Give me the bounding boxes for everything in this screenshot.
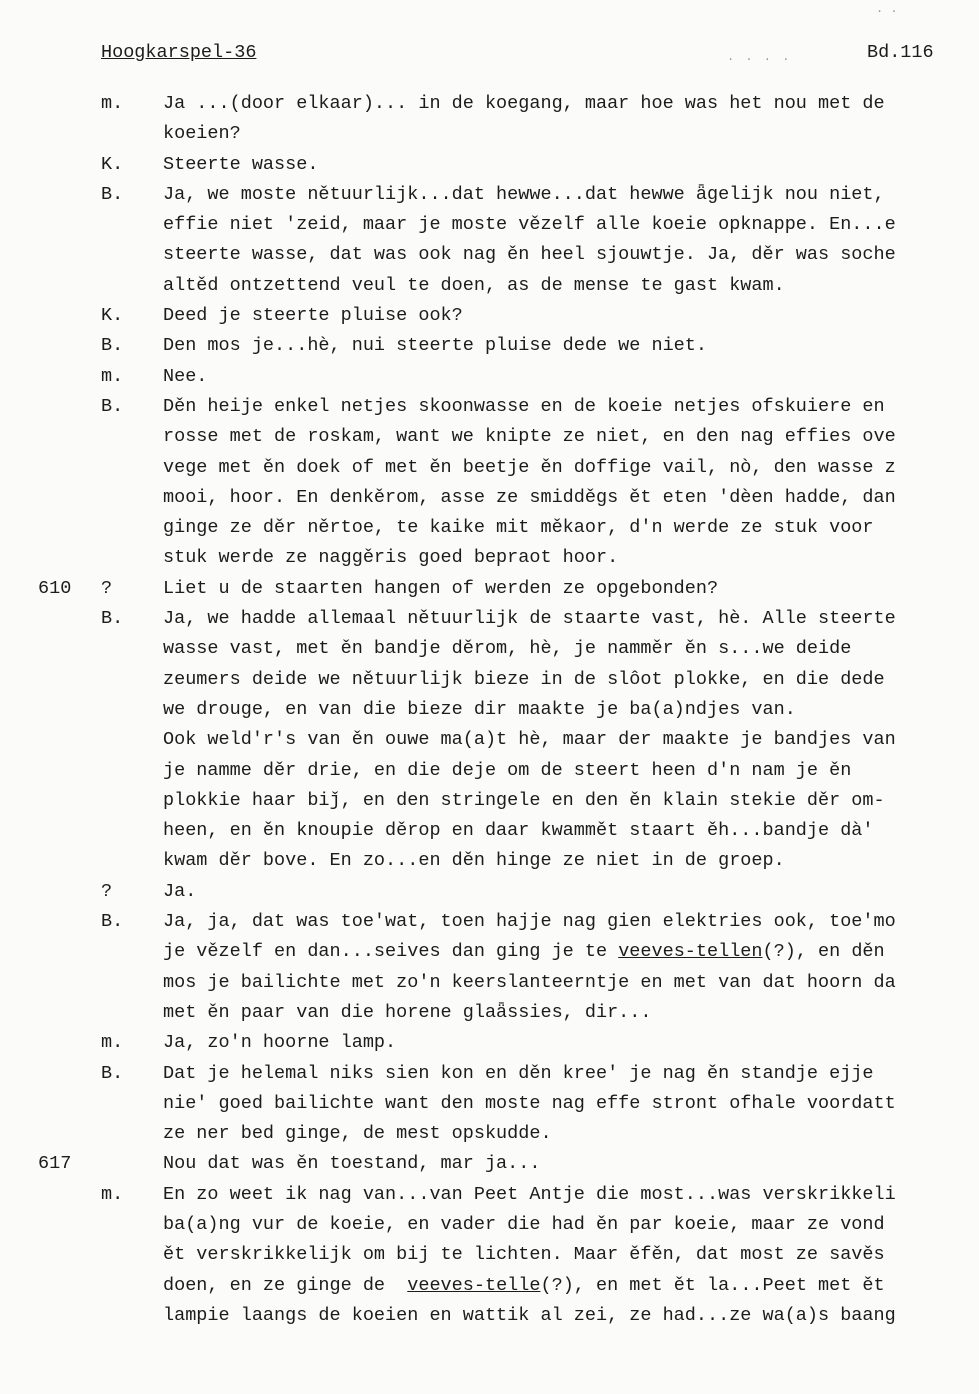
utterance-line: Liet u de staarten hangen of werden ze opgebonden? <box>163 577 719 599</box>
document-title: Hoogkarspel-36 <box>101 42 257 63</box>
utterance-line: Ja, zo'n hoorne lamp. <box>163 1032 397 1054</box>
speaker-label: B. <box>101 911 124 933</box>
utterance-line: stuk werde ze naggěris goed bepraot hoor. <box>163 547 619 569</box>
utterance-line: steerte wasse, dat was ook nag ěn heel sjouwtje. Ja, děr was soche <box>163 244 896 266</box>
transcript-entry <box>0 331 979 361</box>
utterance-line: Ja ...(door elkaar)... in de koegang, maar hoe was het nou met de <box>163 93 885 114</box>
utterance-line: heen, en ěn knoupie děrop en daar kwammět staart ěh...bandje dà' <box>163 820 874 842</box>
speaker-label: B. <box>101 608 124 630</box>
transcript-entry <box>0 180 979 301</box>
utterance-line: je namme děr drie, en die deje om de steert heen d'n nam je ěn <box>163 759 852 781</box>
header-dots: . . . . <box>727 50 792 64</box>
utterance-line: vege met ěn doek of met ěn beetje ěn doffige vail, nò, den wasse z <box>163 456 896 478</box>
speaker-label: K. <box>101 153 124 175</box>
utterance-text: (?), en met ět la...Peet met ět <box>540 1274 885 1296</box>
transcript-entry <box>0 574 979 604</box>
speaker-label: ? <box>101 880 113 902</box>
utterance-line: effie niet 'zeid, maar je moste vězelf alle koeie opknappe. En...e <box>163 214 896 236</box>
utterance-line: Ja, we moste nětuurlijk...dat hewwe...dat hewwe ǟgelijk nou niet, <box>163 183 885 205</box>
utterance-line: Ja. <box>163 880 197 902</box>
utterance-line: Nee. <box>163 365 208 387</box>
utterance-line: met ěn paar van die horene glaǟssies, dir... <box>163 1001 652 1023</box>
transcript-entry <box>0 89 979 150</box>
transcript-entry <box>0 1149 979 1179</box>
utterance-line: Dat je helemal niks sien kon en děn kree' je nag ěn standje ejje <box>163 1062 874 1084</box>
transcript-entry <box>0 604 979 877</box>
utterance-line: plokkie haar biǰ, en den stringele en den ěn klain stekie děr om- <box>163 789 885 811</box>
utterance-line: Ook weld'r's van ěn ouwe ma(a)t hè, maar der maakte je bandjes van <box>163 729 896 751</box>
utterance-line: mooi, hoor. En denkěrom, asse ze smidděgs ět eten 'dèen hadde, dan <box>163 486 896 508</box>
speaker-label: m. <box>101 365 124 387</box>
speaker-label: B. <box>101 395 124 417</box>
utterance-line: Děn heije enkel netjes skoonwasse en de koeie netjes ofskuiere en <box>163 395 885 417</box>
utterance-line: nie' goed bailichte want den moste nag effe stront ofhale voordatt <box>163 1092 896 1114</box>
transcript-entry <box>0 877 979 907</box>
transcript-entry <box>0 362 979 392</box>
utterance-text: (?), en děn <box>762 941 885 963</box>
utterance-line: ět verskrikkelijk om bij te lichten. Maar ěfěn, dat most ze savěs <box>163 1244 885 1266</box>
utterance-line: mos je bailichte met zo'n keerslanteerntje en met van dat hoorn da <box>163 971 896 993</box>
transcript-entry <box>0 1059 979 1150</box>
utterance-line: Deed je steerte pluise ook? <box>163 305 463 327</box>
utterance-line: ze ner bed ginge, de mest opskudde. <box>163 1123 552 1145</box>
speaker-label: B. <box>101 335 124 357</box>
utterance-line: rosse met de roskam, want we knipte ze niet, en den nag effies ove <box>163 426 896 448</box>
utterance-line: ginge ze děr něrtoe, te kaike mit měkaor, d'n werde ze stuk voor <box>163 517 874 539</box>
speaker-label: m. <box>101 1032 124 1054</box>
transcript-entry <box>0 150 979 180</box>
utterance-line: Ja, ja, dat was toe'wat, toen hajje nag gien elektries ook, toe'mo <box>163 911 896 933</box>
transcript-entry <box>0 1180 979 1331</box>
transcript-entry <box>0 907 979 1028</box>
transcript <box>0 89 979 1331</box>
utterance-line: Steerte wasse. <box>163 153 319 175</box>
underlined-term: veeves-telle <box>407 1274 541 1296</box>
utterance-line: En zo weet ik nag van...van Peet Antje die most...was verskrikkeli <box>163 1183 896 1205</box>
utterance-text: doen, en ze ginge de <box>163 1274 408 1296</box>
utterance-line: Nou dat was ěn toestand, mar ja... <box>163 1153 541 1175</box>
speaker-label: m. <box>101 93 124 114</box>
utterance-line <box>163 1271 979 1301</box>
speaker-label: m. <box>101 1183 124 1205</box>
utterance-line: altěd ontzettend veul te doen, as de mense te gast kwam. <box>163 274 785 296</box>
utterance-line: lampie laangs de koeien en wattik al zei, ze had...ze wa(a)s baang <box>163 1304 896 1326</box>
speaker-label: B. <box>101 183 124 205</box>
utterance-line: kwam děr bove. En zo...en děn hinge ze niet in de groep. <box>163 850 785 872</box>
speaker-label: B. <box>101 1062 124 1084</box>
utterance-line: we drouge, en van die bieze dir maakte je ba(a)ndjes van. <box>163 698 796 720</box>
speaker-label: K. <box>101 305 124 327</box>
transcript-entry <box>0 1028 979 1058</box>
utterance-text: je vězelf en dan...seives dan ging je te <box>163 941 619 963</box>
line-number: 610 <box>38 577 72 599</box>
utterance-line: ba(a)ng vur de koeie, en vader die had ěn par koeie, maar ze vond <box>163 1213 885 1235</box>
transcript-entry <box>0 392 979 574</box>
page-reference: Bd.116 <box>867 42 934 63</box>
speaker-label: ? <box>101 577 113 599</box>
utterance-line: wasse vast, met ěn bandje děrom, hè, je namměr ěn s...we deide <box>163 638 852 660</box>
line-number: 617 <box>38 1153 72 1175</box>
utterance-line: Den mos je...hè, nui steerte pluise dede we niet. <box>163 335 707 357</box>
utterance-line: zeumers deide we nětuurlijk bieze in de slôot plokke, en die dede <box>163 668 885 690</box>
underlined-term: veeves-tellen <box>618 941 763 963</box>
transcript-entry <box>0 301 979 331</box>
utterance-line: koeien? <box>163 123 241 145</box>
utterance-line: Ja, we hadde allemaal nětuurlijk de staarte vast, hè. Alle steerte <box>163 608 896 630</box>
corner-marks: . . <box>876 2 898 16</box>
utterance-line <box>163 937 979 967</box>
